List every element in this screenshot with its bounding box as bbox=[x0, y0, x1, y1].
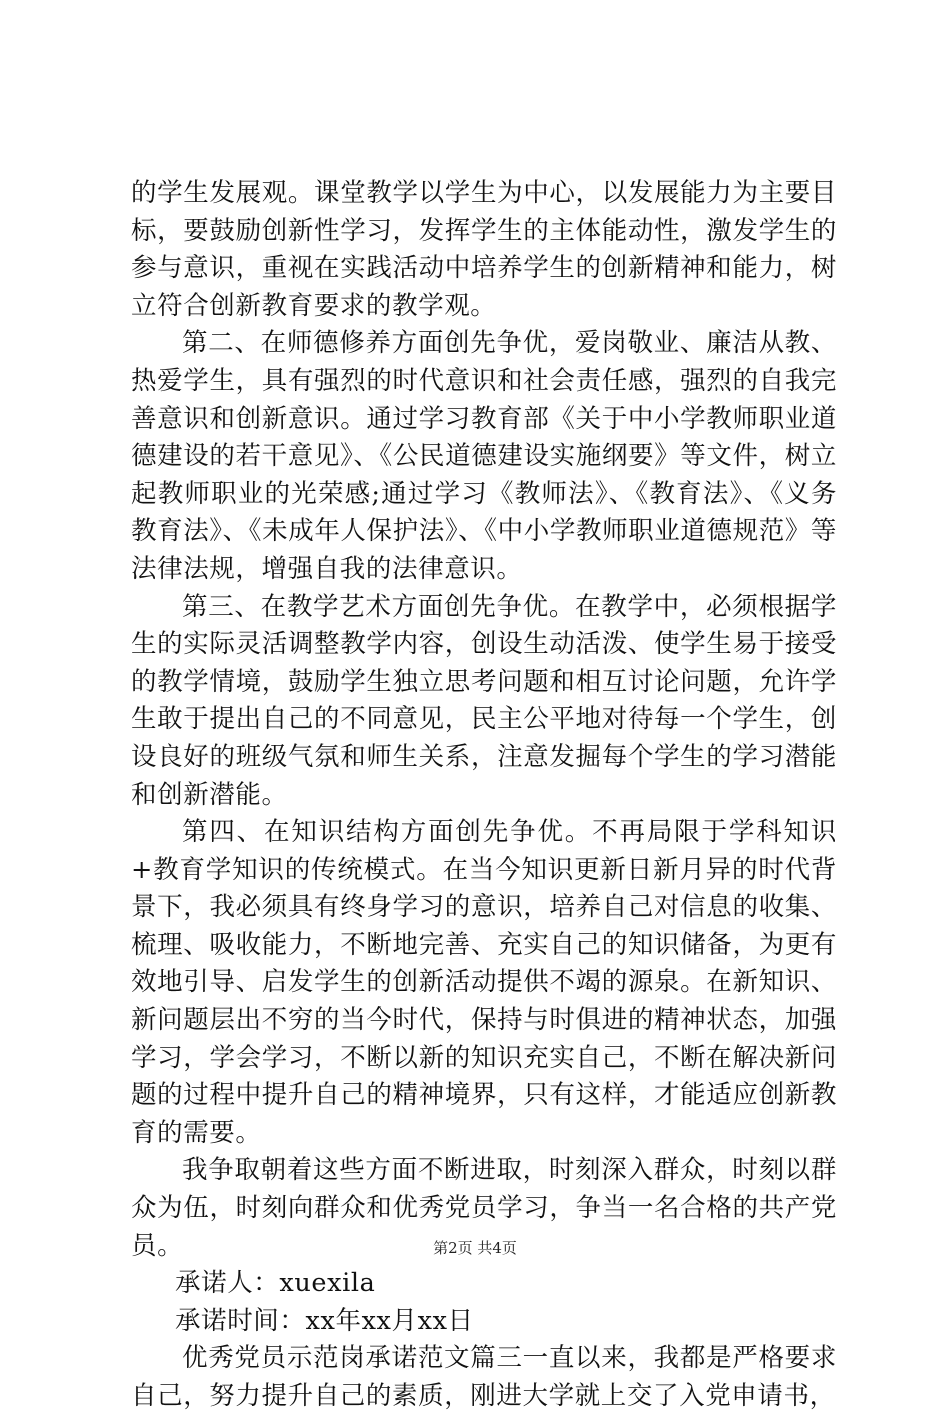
paragraph-teacher-ethics: 第二、在师德修养方面创先争优，爱岗敬业、廉洁从教、热爱学生，具有强烈的时代意识和社会责任感，强烈的自我完善意识和创新意识。通过学习教育部《关于中小学教师职业道德建设的若干意见》、《公民道德建设实施纲要》等文件，树立起教师职业的光荣感;通过学习《教师法》、《教育法》、《义务教育法》、《未成年人保护法》、《中小学教师职业道德规范》等法律法规，增强自我的法律意识。 bbox=[131, 328, 837, 584]
paragraph-knowledge-structure: 第四、在知识结构方面创先争优。不再局限于学科知识+教育学知识的传统模式。在当今知识更新日新月异的时代背景下，我必须具有终身学习的意识，培养自己对信息的收集、梳理、吸收能力，不断地完善、充实自己的知识储备，为更有效地引导、启发学生的创新活动提供不竭的源泉。在新知识、新问题层出不穷的当今时代，保持与时俱进的精神状态，加强学习，学会学习，不断以新的知识充实自己，不断在解决新问题的过程中提升自己的精神境界，只有这样，才能适应创新教育的需要。 bbox=[131, 817, 837, 1148]
paragraph-commitment: 我争取朝着这些方面不断进取，时刻深入群众，时刻以群众为伍，时刻向群众和优秀党员学习，争当一名合格的共产党员。 bbox=[131, 1155, 837, 1261]
paragraph-continuation: 的学生发展观。课堂教学以学生为中心，以发展能力为主要目标，要鼓励创新性学习，发挥学生的主体能动性，激发学生的参与意识，重视在实践活动中培养学生的创新精神和能力，树立符合创新教育要求的教学观。 bbox=[131, 178, 837, 321]
date-line: 承诺时间：xx年xx月xx日 bbox=[175, 1305, 474, 1336]
signer-line: 承诺人：xuexila bbox=[175, 1268, 376, 1299]
paragraph-teaching-art: 第三、在教学艺术方面创先争优。在教学中，必须根据学生的实际灵活调整教学内容，创设生动活泼、使学生易于接受的教学情境，鼓励学生独立思考问题和相互讨论问题，允许学生敢于提出自己的不同意见，民主公平地对待每一个学生，创设良好的班级气氛和师生关系，注意发掘每个学生的学习潜能和创新潜能。 bbox=[131, 591, 837, 810]
page-footer: 第2页 共4页 bbox=[433, 1239, 517, 1257]
document-body bbox=[131, 175, 837, 1416]
paragraph-section-three: 优秀党员示范岗承诺范文篇三一直以来，我都是严格要求自己，努力提升自己的素质，刚进大学就上交了入党申请书， bbox=[131, 1343, 837, 1411]
